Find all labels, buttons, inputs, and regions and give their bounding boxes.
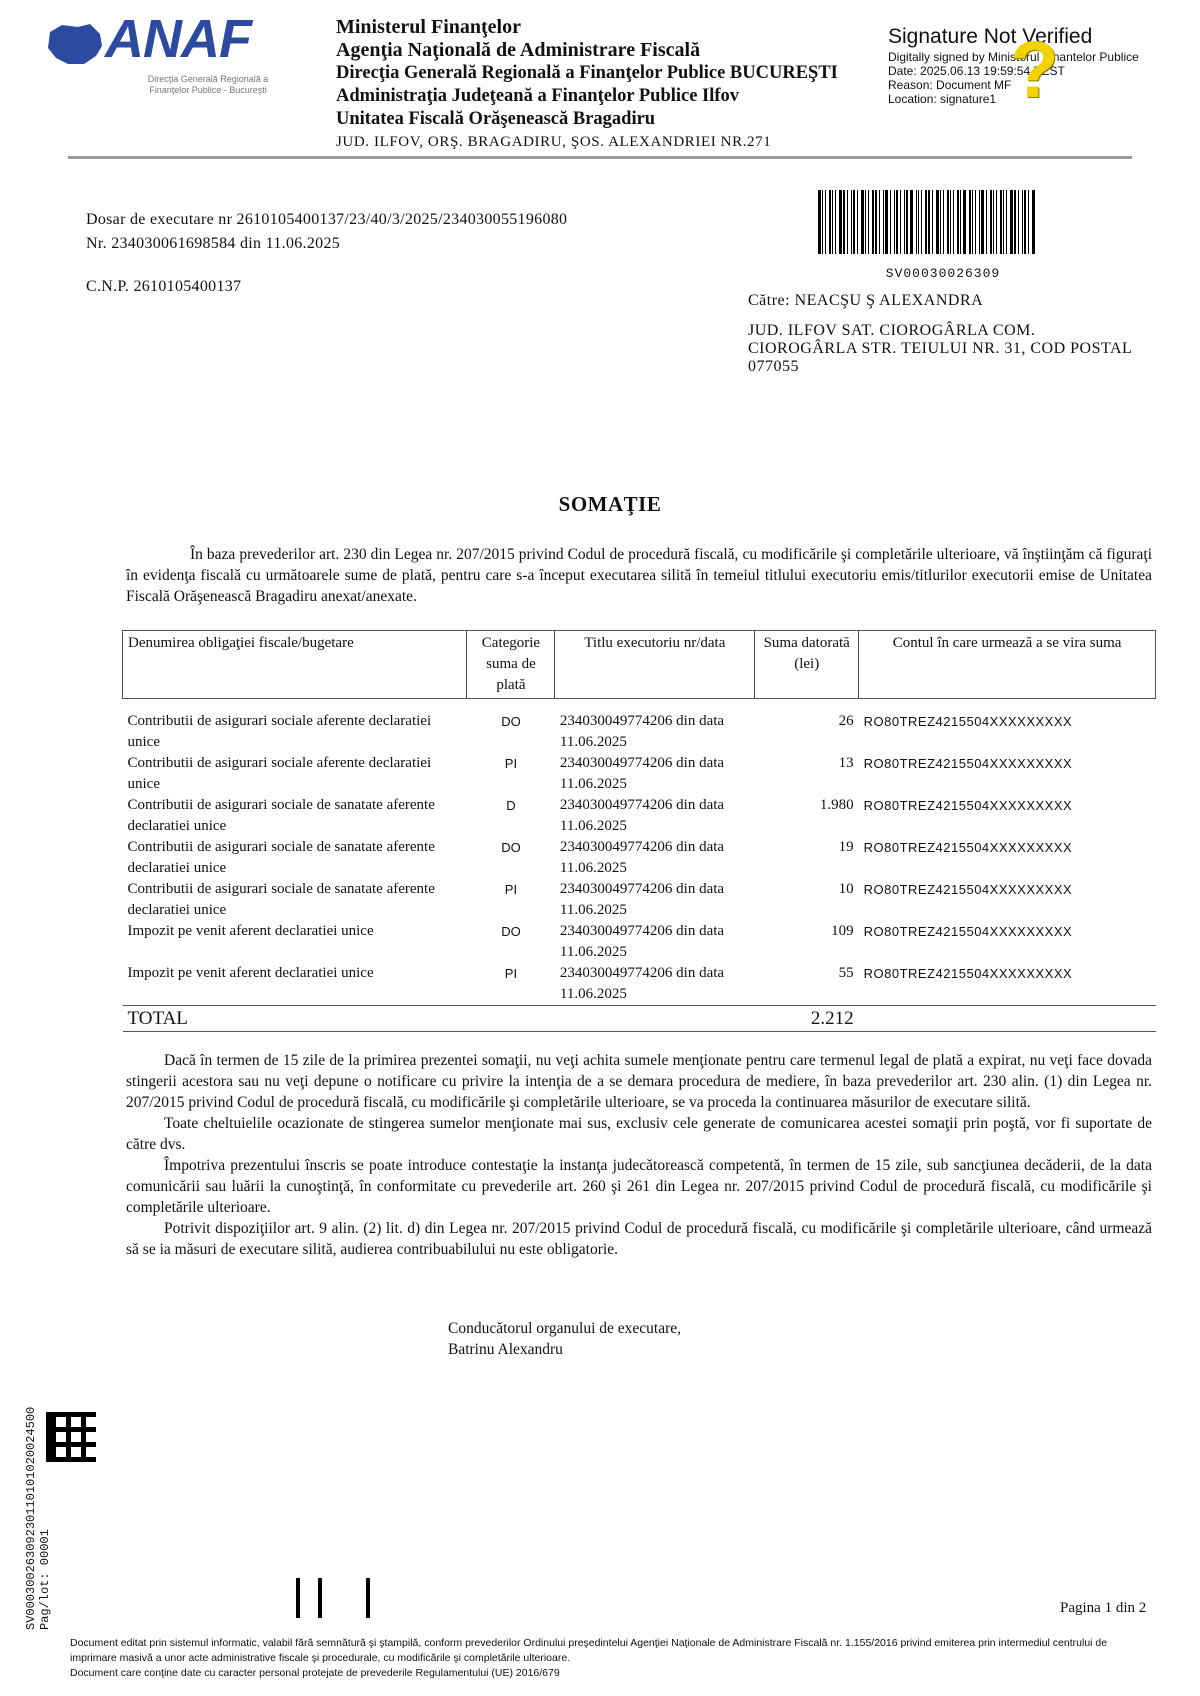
total-spacer xyxy=(859,1006,1156,1032)
signature-detail: Date: 2025.06.13 19:59:54 EEST xyxy=(888,64,1065,78)
col-header-account: Contul în care urmează a se vira suma xyxy=(859,631,1156,699)
cell-sum: 109 xyxy=(831,923,854,939)
cell-sum: 13 xyxy=(838,755,854,771)
body-paragraph: Potrivit dispoziţiilor art. 9 alin. (2) lit. d) din Legea nr. 207/2015 privind Codul de procedură fiscală, cu modificările şi completările ulterioare, când urmează să se ia măsuri de executare silită, audierea contribuabilului nu este obligatorie. xyxy=(126,1220,1152,1258)
cell-sum: 26 xyxy=(838,713,854,729)
cell-sum: 10 xyxy=(838,881,854,897)
total-spacer xyxy=(467,1006,555,1032)
cell-category: D xyxy=(506,798,516,813)
cell-account: RO80TREZ4215504XXXXXXXXX xyxy=(863,714,1073,729)
cell-sum: 19 xyxy=(838,839,854,855)
cell-category: DO xyxy=(501,840,521,855)
cnp: C.N.P. 2610105400137 xyxy=(86,278,242,295)
document-number: Nr. 234030061698584 din 11.06.2025 xyxy=(86,235,341,252)
cell-category: DO xyxy=(501,924,521,939)
document-title: SOMAŢIE xyxy=(558,492,662,516)
cell-category: DO xyxy=(501,714,521,729)
cell-title: 234030049774206 din data 11.06.2025 xyxy=(559,965,725,1002)
total-value: 2.212 xyxy=(755,1006,859,1032)
organization-header xyxy=(336,16,838,154)
obligations-table xyxy=(122,630,1156,1032)
cell-obligation: Contributii de asigurari sociale aferente declaratiei unice xyxy=(127,755,432,792)
footer-note xyxy=(70,1636,1152,1681)
cell-title: 234030049774206 din data 11.06.2025 xyxy=(559,797,725,834)
org-line: Administraţia Judeţeană a Finanţelor Publice Ilfov xyxy=(336,86,740,106)
org-line: Unitatea Fiscală Orăşenească Bragadiru xyxy=(336,109,656,129)
cell-account: RO80TREZ4215504XXXXXXXXX xyxy=(863,924,1073,939)
side-code-number: SV00030026309230110101020024500 xyxy=(24,1406,38,1630)
barcode-text: SV00030026309 xyxy=(885,266,1001,281)
alignment-marks xyxy=(296,1578,376,1618)
recipient-address-line: 077055 xyxy=(748,358,799,375)
recipient-name: Către: NEACŞU Ş ALEXANDRA xyxy=(748,292,984,309)
body-paragraph: Dacă în termen de 15 zile de la primirea prezentei somaţii, nu veţi achita sumele menţionate pentru care termenul legal de plată a expirat, nu veţi face dovada stingerii acestora sau nu veţi depune o notificare cu privire la intenţia de a se demara procedura de mediere, în baza prevederilor art. 230 alin. (1) din Legea nr. 207/2015 privind Codul de procedură fiscală, cu modificările şi completările ulterioare, se va proceda la continuarea măsurilor de executare silită. xyxy=(126,1052,1152,1111)
footer-line: Document care conţine date cu caracter personal protejate de prevederile Regulamentului (UE) 2016/679 xyxy=(70,1667,560,1679)
table-row xyxy=(123,837,1156,879)
page-number: Pagina 1 din 2 xyxy=(1060,1600,1147,1616)
table-row xyxy=(123,753,1156,795)
cell-account: RO80TREZ4215504XXXXXXXXX xyxy=(863,840,1073,855)
col-header-category: Categorie suma de plată xyxy=(467,631,555,699)
body-paragraph: Împotriva prezentului înscris se poate introduce contestaţie la instanţa judecătorească competentă, în termen de 15 zile, sub sancţiunea decăderii, de la data comunicării sau luării la cunoştinţă, în conformitate cu prevederile art. 260 şi 261 din Legea nr. 207/2015 privind Codul de procedură fiscală, cu modificările şi completările ulterioare. xyxy=(126,1157,1152,1216)
cell-sum: 1.980 xyxy=(819,797,854,813)
table-row xyxy=(123,795,1156,837)
recipient-address-line: CIOROGÂRLA STR. TEIULUI NR. 31, COD POSTAL xyxy=(748,340,1133,357)
body-paragraph: Toate cheltuielile ocazionate de stingerea sumelor menţionate mai sus, exclusiv cele generate de comunicarea acestei somaţii prin poştă, vor fi suportate de către dvs. xyxy=(126,1115,1152,1153)
cell-account: RO80TREZ4215504XXXXXXXXX xyxy=(863,756,1073,771)
cell-obligation: Contributii de asigurari sociale de sanatate aferente declaratiei unice xyxy=(127,797,435,834)
table-row xyxy=(123,921,1156,963)
cell-category: PI xyxy=(504,756,518,771)
table-row xyxy=(123,879,1156,921)
col-header-obligation: Denumirea obligaţiei fiscale/bugetare xyxy=(123,631,467,699)
org-line: Agenţia Naţională de Administrare Fiscală xyxy=(336,39,701,61)
body-paragraphs xyxy=(126,1050,1152,1260)
cell-category: PI xyxy=(504,882,518,897)
total-row xyxy=(123,1006,1156,1032)
cell-category: PI xyxy=(504,966,518,981)
anaf-logo: ANAF xyxy=(105,9,251,69)
dosar-number: Dosar de executare nr 2610105400137/23/40/3/2025/234030055196080 xyxy=(86,211,568,228)
side-code xyxy=(24,1407,52,1630)
signer-role: Conducătorul organului de executare, xyxy=(448,1320,681,1337)
signature-detail: Location: signature1 xyxy=(888,92,997,106)
cell-account: RO80TREZ4215504XXXXXXXXX xyxy=(863,882,1073,897)
org-line: Ministerul Finanţelor xyxy=(336,16,521,38)
signature-status: Signature Not Verified xyxy=(888,25,1093,48)
total-label: TOTAL xyxy=(123,1006,467,1032)
datamatrix-icon xyxy=(46,1412,96,1462)
col-header-sum: Suma datorată (lei) xyxy=(755,631,859,699)
signature-unknown-icon: ? xyxy=(1010,25,1059,114)
signature-detail: Digitally signed by Ministerul Finantelor Publice xyxy=(888,50,1139,64)
cell-title: 234030049774206 din data 11.06.2025 xyxy=(559,713,725,750)
recipient-address-line: JUD. ILFOV SAT. CIOROGÂRLA COM. xyxy=(748,322,1036,339)
org-line: Direcţia Generală Regională a Finanţelor Publice BUCUREŞTI xyxy=(336,63,838,83)
cell-title: 234030049774206 din data 11.06.2025 xyxy=(559,839,725,876)
cell-sum: 55 xyxy=(838,965,854,981)
signer-block xyxy=(448,1318,681,1360)
file-info xyxy=(86,208,567,256)
footer-line: Document editat prin sistemul informatic, valabil fără semnătură şi ştampilă, conform prevederilor Ordinului preşedintelui Agenţiei Naţionale de Administrare Fiscală nr. 1.155/2016 privind emiterea prin intermediul centrului de imprimare masivă a unor acte administrative fiscale şi procedurale, cu modificările şi completările ulterioare. xyxy=(70,1637,1108,1664)
intro-paragraph: În baza prevederilor art. 230 din Legea nr. 207/2015 privind Codul de procedură fiscală, cu modificările şi completările ulterioare, vă înştiinţăm că figuraţi în evidenţa fiscală cu următoarele sume de plată, pentru care s-a început executarea silită în temeiul titlului executoriu emis/titlurilor executorii emise de Unitatea Fiscală Orăşenească Bragadiru anexat/anexate. xyxy=(126,546,1152,605)
cell-title: 234030049774206 din data 11.06.2025 xyxy=(559,923,725,960)
total-spacer xyxy=(555,1006,755,1032)
cell-account: RO80TREZ4215504XXXXXXXXX xyxy=(863,966,1073,981)
cell-obligation: Impozit pe venit aferent declaratiei unice xyxy=(127,965,374,981)
col-header-title: Titlu executoriu nr/data xyxy=(555,631,755,699)
table-row xyxy=(123,963,1156,1006)
recipient-block xyxy=(748,292,1132,376)
cell-obligation: Contributii de asigurari sociale de sanatate aferente declaratiei unice xyxy=(127,881,435,918)
table-header-row xyxy=(123,631,1156,699)
romania-map-icon xyxy=(44,22,106,68)
signature-detail: Reason: Document MF xyxy=(888,78,1012,92)
cell-title: 234030049774206 din data 11.06.2025 xyxy=(559,881,725,918)
barcode xyxy=(818,190,1068,254)
cell-obligation: Impozit pe venit aferent declaratiei unice xyxy=(127,923,374,939)
side-lot: Pag/lot: 00001 xyxy=(38,1529,52,1630)
cell-obligation: Contributii de asigurari sociale de sanatate aferente declaratiei unice xyxy=(127,839,435,876)
cell-account: RO80TREZ4215504XXXXXXXXX xyxy=(863,798,1073,813)
signer-name: Batrinu Alexandru xyxy=(448,1341,563,1358)
logo-subtitle: Direcţia Generală Regională a Finanţelor Publice - Bucureşti xyxy=(147,74,269,95)
header-divider xyxy=(68,156,1132,159)
cell-obligation: Contributii de asigurari sociale aferente declaratiei unice xyxy=(127,713,432,750)
table-row xyxy=(123,711,1156,753)
org-address: JUD. ILFOV, ORŞ. BRAGADIRU, ŞOS. ALEXANDRIEI NR.271 xyxy=(336,134,772,150)
cell-title: 234030049774206 din data 11.06.2025 xyxy=(559,755,725,792)
